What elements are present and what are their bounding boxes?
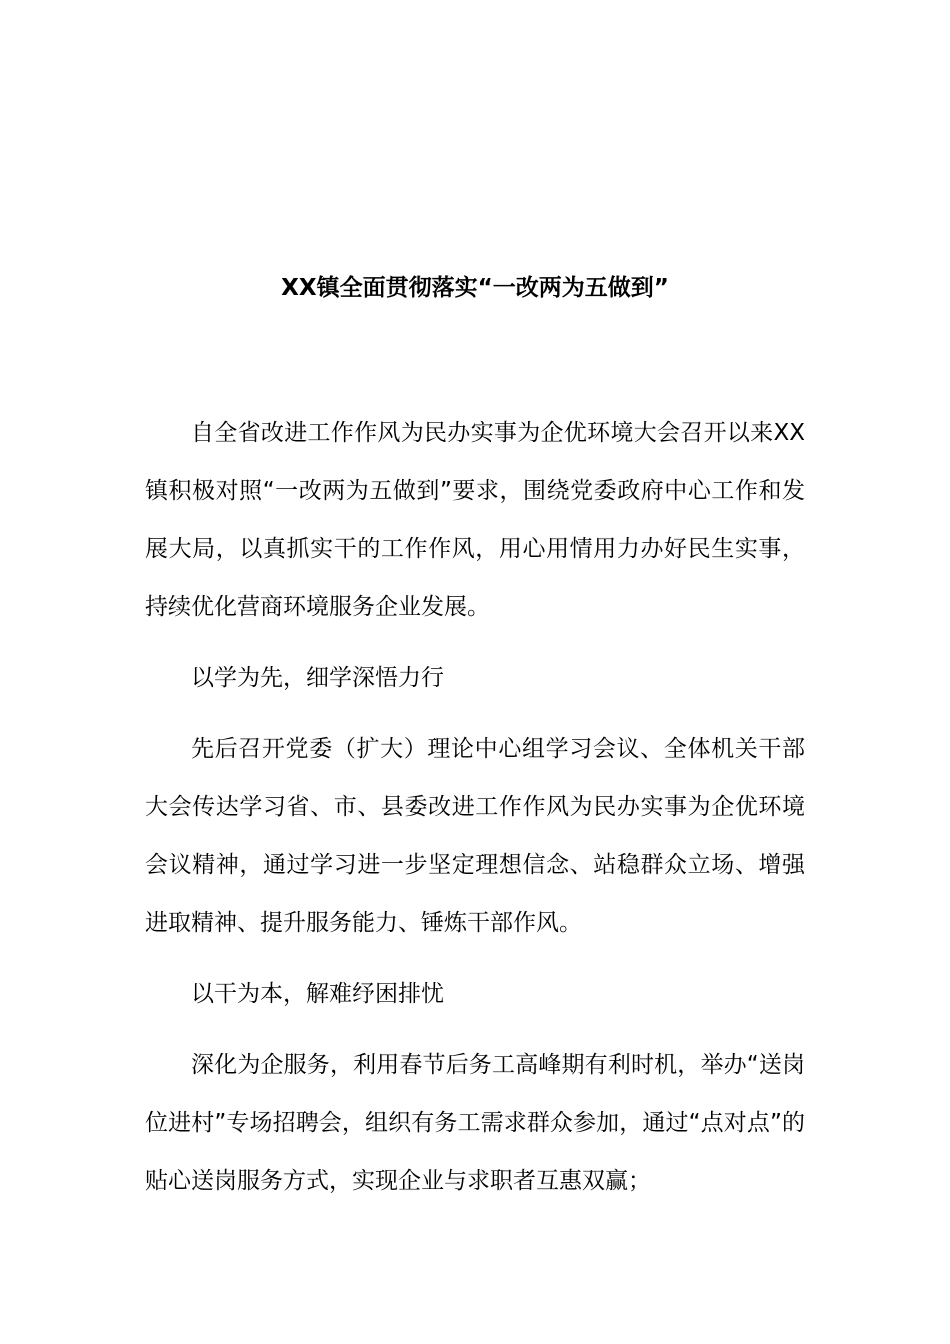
paragraph-action: 深化为企服务，利用春节后务工高峰期有利时机，举办“送岗位进村”专场招聘会，组织有务工需求群众参加，通过“点对点”的贴心送岗服务方式，实现企业与求职者互惠双赢； xyxy=(145,1052,805,1194)
section-heading-action: 以干为本，解难纾困排忧 xyxy=(191,981,444,1007)
section-heading-study: 以学为先，细学深悟力行 xyxy=(191,665,444,691)
paragraph-intro: 自全省改进工作作风为民办实事为企优环境大会召开以来XX镇积极对照“一改两为五做到”要求，围绕党委政府中心工作和发展大局，以真抓实干的工作作风，用心用情用力办好民生实事，持续优化营商环境服务企业发展。 xyxy=(145,420,805,620)
paragraph-study: 先后召开党委（扩大）理论中心组学习会议、全体机关干部大会传达学习省、市、县委改进工作作风为民办实事为企优环境会议精神，通过学习进一步坚定理想信念、站稳群众立场、增强进取精神、提升服务能力、锤炼干部作风。 xyxy=(145,736,805,936)
document-title: XX镇全面贯彻落实“一改两为五做到” xyxy=(281,275,669,301)
document-body xyxy=(145,404,805,1223)
